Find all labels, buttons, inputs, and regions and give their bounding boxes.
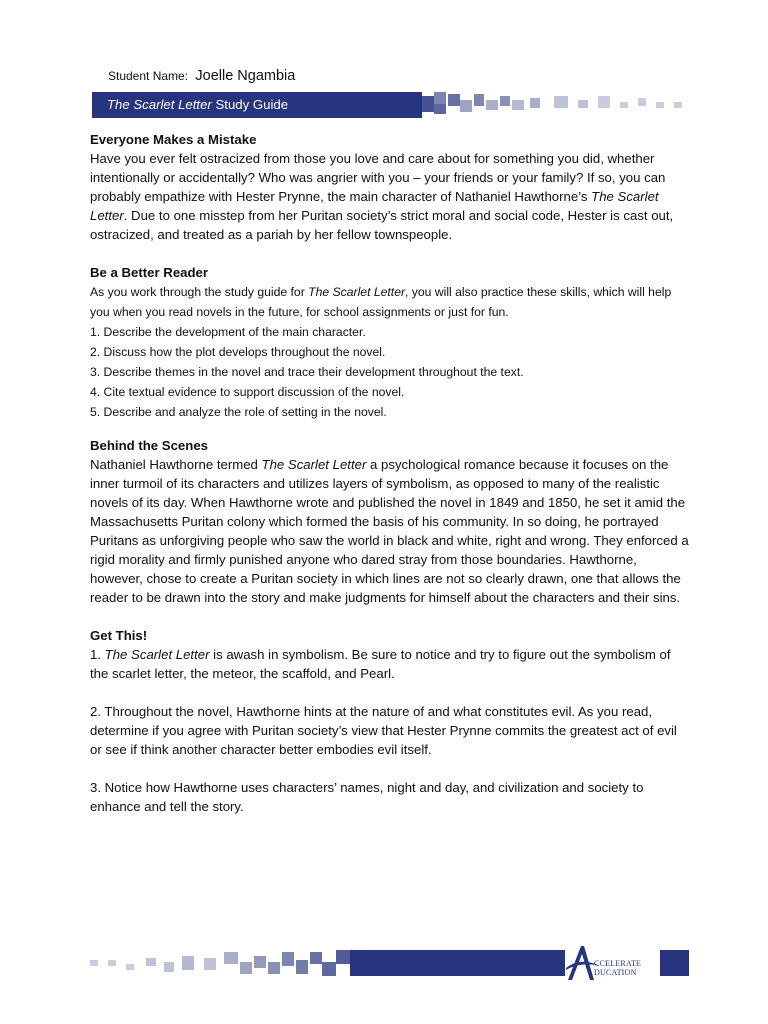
logo-text-line-2: DUCATION bbox=[594, 968, 637, 977]
skill-list-item: 5. Describe and analyze the role of setting in the novel. bbox=[90, 405, 387, 419]
get-this-item-1: 1. The Scarlet Letter is awash in symbolism. Be sure to notice and try to figure out the symbolism of the scarlet letter, the meteor, the scaffold, and Pearl. bbox=[90, 647, 671, 681]
section-paragraph-behind-scenes: Nathaniel Hawthorne termed The Scarlet Letter a psychological romance because it focuses on the inner turmoil of its characters and utilizes layers of symbolism, as opposed to many of the realistic novels of its day. When Hawthorne wrote and published the novel in 1849 and 1850, he set it amid the Massachusetts Puritan colony which formed the basis of his community. In so doing, he portrayed Puritans as unforgiving people who saw the world in black and white, right and wrong. They enforced a rigid morality and firmly punished anyone who dared stray from those boundaries. Hawthorne, however, chose to create a Puritan society in which lines are not so clearly drawn, one that allows the reader to be drawn into the story and make judgments for himself about the characters and their sins. bbox=[90, 457, 689, 605]
accelerate-education-logo bbox=[566, 942, 660, 982]
guide-title-book: The Scarlet Letter bbox=[107, 97, 212, 112]
study-guide-body bbox=[90, 130, 690, 816]
student-name-row bbox=[108, 68, 295, 84]
student-name-label: Student Name: bbox=[108, 69, 189, 83]
get-this-item-3: 3. Notice how Hawthorne uses characters’ names, night and day, and civilization and society to enhance and tell the story. bbox=[90, 780, 644, 814]
logo-text-line-1: CCELERATE bbox=[594, 959, 642, 968]
section-heading-mistake: Everyone Makes a Mistake bbox=[90, 132, 257, 147]
skill-list-item: 2. Discuss how the plot develops throughout the novel. bbox=[90, 345, 386, 359]
section-heading-get-this: Get This! bbox=[90, 628, 148, 643]
student-name-value: Joelle Ngambia bbox=[195, 68, 296, 84]
skill-list-item: 3. Describe themes in the novel and trace their development throughout the text. bbox=[90, 365, 524, 379]
skill-list-item: 1. Describe the development of the main character. bbox=[90, 325, 366, 339]
guide-title-rest: Study Guide bbox=[211, 97, 289, 112]
footer-bar-right bbox=[660, 950, 689, 976]
section-heading-better-reader: Be a Better Reader bbox=[90, 265, 209, 280]
section-paragraph-better-reader: As you work through the study guide for The Scarlet Letter, you will also practice these skills, which will help you when you read novels in the future, for school assignments or just for fun. bbox=[90, 285, 672, 319]
skill-list-item: 4. Cite textual evidence to support discussion of the novel. bbox=[90, 385, 405, 399]
section-paragraph-mistake: Have you ever felt ostracized from those you love and care about for something you did, whether intentionally or accidentally? Who was angrier with you – your friends or your family? If so, you can probably empathize with Hester Prynne, the main character of Nathaniel Hawthorne’s The Scarlet Letter. Due to one misstep from her Puritan society’s strict moral and social code, Hester is cast out, ostracized, and treated as a pariah by her fellow townspeople. bbox=[90, 151, 674, 242]
footer-bar bbox=[350, 950, 565, 976]
guide-title bbox=[107, 97, 288, 112]
section-heading-behind-scenes: Behind the Scenes bbox=[90, 438, 208, 453]
get-this-item-2: 2. Throughout the novel, Hawthorne hints at the nature of and what constitutes evil. As you read, determine if you agree with Puritan society’s view that Hester Prynne commits the greatest act of evil or see if think another character better embodies evil itself. bbox=[90, 704, 677, 757]
